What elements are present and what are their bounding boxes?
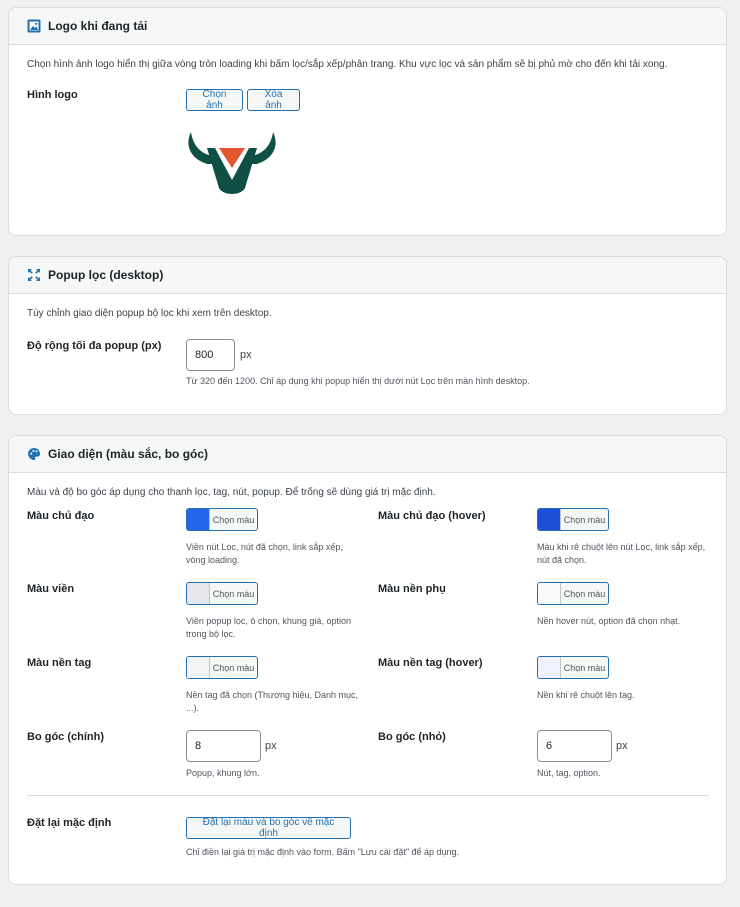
reset-defaults-button[interactable]: Đặt lại màu và bo góc về mặc định [186, 817, 351, 839]
tag-hover-bg-color-picker-text: Chọn màu [563, 662, 606, 673]
fullscreen-icon [27, 268, 41, 282]
border-color-help-line2: trong bộ lọc. [186, 629, 236, 639]
primary-hover-color-swatch [538, 509, 561, 530]
tag-bg-color-help-line1: Nền tag đã chọn (Thương hiệu, Danh mục, [186, 690, 359, 700]
section-divider [27, 795, 709, 796]
popup-width-input[interactable] [186, 339, 235, 371]
appearance-description: Màu và độ bo góc áp dụng cho thanh lọc, tag, nút, popup. Để trống sẽ dùng giá trị mặc định. [27, 487, 436, 498]
primary-color-picker-text: Chọn màu [212, 514, 255, 525]
border-color-picker[interactable] [186, 582, 258, 605]
primary-hover-color-help [537, 541, 705, 567]
popup-width-help: Từ 320 đến 1200. Chỉ áp dụng khi popup hiển thị dưới nút Lọc trên màn hình desktop. [186, 376, 530, 386]
primary-hover-color-label: Màu chủ đạo (hover) [378, 510, 486, 522]
popup-card-title: Popup lọc (desktop) [48, 268, 164, 282]
secondary-bg-color-swatch [538, 583, 561, 604]
primary-hover-color-help-line1: Màu khi rê chuột lên nút Lọc, link sắp xếp, [537, 542, 706, 552]
radius-main-help: Popup, khung lớn. [186, 768, 260, 778]
appearance-card-header [9, 436, 726, 473]
palette-icon [27, 447, 41, 461]
bull-logo-icon [185, 130, 279, 200]
radius-main-label: Bo góc (chính) [27, 731, 104, 743]
radius-small-label: Bo góc (nhỏ) [378, 731, 446, 743]
tag-bg-color-swatch [187, 657, 210, 678]
primary-color-help-line1: Viền nút Lọc, nút đã chọn, link sắp xếp, [186, 542, 343, 552]
border-color-help [186, 615, 351, 641]
popup-card-header [9, 257, 726, 294]
tag-bg-color-help-line2: ...). [186, 703, 199, 713]
secondary-bg-color-help-line1: Nền hover nút, option đã chọn nhạt. [537, 616, 681, 626]
reset-help: Chỉ điền lại giá trị mặc định vào form. Bấm "Lưu cài đặt" để áp dụng. [186, 847, 460, 857]
popup-width-unit: px [240, 349, 252, 361]
tag-bg-color-label: Màu nền tag [27, 657, 92, 669]
tag-hover-bg-color-picker[interactable] [537, 656, 609, 679]
tag-bg-color-picker-text: Chọn màu [212, 662, 255, 673]
secondary-bg-color-help [537, 615, 680, 628]
border-color-help-line1: Viền popup lọc, ô chọn, khung giá, option [186, 616, 351, 626]
border-color-picker-text: Chọn màu [212, 588, 255, 599]
tag-hover-bg-color-label: Màu nền tag (hover) [378, 657, 483, 669]
primary-color-help-line2: vòng loading. [186, 555, 240, 565]
primary-color-help [186, 541, 343, 567]
tag-hover-bg-color-swatch [538, 657, 561, 678]
border-color-label: Màu viền [27, 583, 75, 595]
primary-hover-color-help-line2: nút đã chọn. [537, 555, 587, 565]
primary-hover-color-picker-text: Chọn màu [563, 514, 606, 525]
logo-card [8, 7, 727, 236]
popup-description: Tùy chỉnh giao diện popup bộ lọc khi xem trên desktop. [27, 308, 272, 319]
logo-label: Hình logo [27, 89, 78, 101]
radius-main-input[interactable] [186, 730, 261, 762]
tag-hover-bg-color-help-line1: Nền khi rê chuột lên tag. [537, 690, 635, 700]
popup-width-label: Độ rộng tối đa popup (px) [27, 340, 162, 352]
border-color-swatch [187, 583, 210, 604]
tag-bg-color-help [186, 689, 358, 715]
image-icon [27, 19, 41, 33]
radius-small-unit: px [616, 740, 628, 752]
choose-image-button[interactable]: Chọn ảnh [186, 89, 243, 111]
primary-color-picker[interactable] [186, 508, 258, 531]
radius-small-help: Nút, tag, option. [537, 768, 601, 778]
primary-hover-color-picker[interactable] [537, 508, 609, 531]
secondary-bg-color-picker[interactable] [537, 582, 609, 605]
secondary-bg-color-picker-text: Chọn màu [563, 588, 606, 599]
logo-card-header [9, 8, 726, 45]
radius-main-unit: px [265, 740, 277, 752]
popup-card [8, 256, 727, 415]
tag-bg-color-picker[interactable] [186, 656, 258, 679]
appearance-card-title: Giao diện (màu sắc, bo góc) [48, 447, 209, 461]
remove-image-button[interactable]: Xóa ảnh [247, 89, 300, 111]
appearance-card [8, 435, 727, 885]
primary-color-swatch [187, 509, 210, 530]
logo-preview [185, 130, 279, 200]
secondary-bg-color-label: Màu nền phụ [378, 583, 446, 595]
primary-color-label: Màu chủ đạo [27, 510, 95, 522]
radius-small-input[interactable] [537, 730, 612, 762]
reset-label: Đặt lại mặc định [27, 817, 112, 829]
tag-hover-bg-color-help [537, 689, 635, 702]
logo-card-title: Logo khi đang tải [48, 19, 148, 33]
logo-description: Chọn hình ảnh logo hiển thị giữa vòng tròn loading khi bấm lọc/sắp xếp/phân trang. Khu vực lọc và sản phẩm sẽ bị phủ mờ cho đến khi tải xong. [27, 59, 668, 70]
